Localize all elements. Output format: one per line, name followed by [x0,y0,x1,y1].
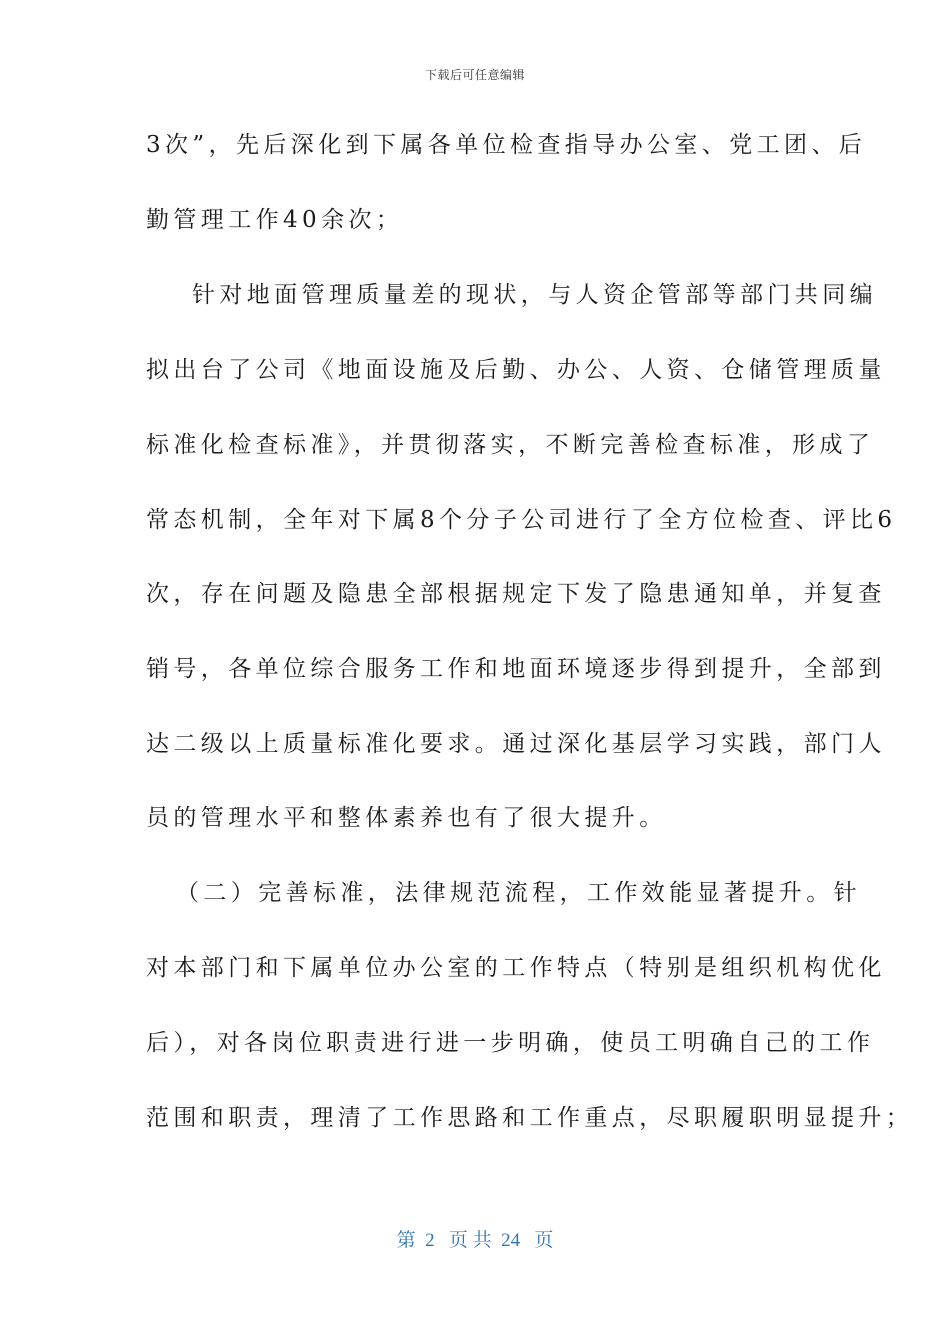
body-line: 拟出台了公司《地面设施及后勤、办公、人资、仓储管理质量 [146,357,886,383]
body-line: 勤管理工作40余次； [146,207,404,233]
body-line: 3次”，先后深化到下属各单位检查指导办公室、党工团、后 [146,132,867,158]
body-line: 常态机制，全年对下属8个分子公司进行了全方位检查、评比6 [146,507,897,533]
body-line: 员的管理水平和整体素养也有了很大提升。 [146,805,667,831]
body-line: 销号，各单位综合服务工作和地面环境逐步得到提升，全部到 [146,656,886,682]
body-line: 达二级以上质量标准化要求。通过深化基层学习实践，部门人 [146,731,886,757]
page-header-note: 下载后可任意编辑 [424,68,525,82]
body-line: 后），对各岗位职责进行进一步明确，使员工明确自己的工作 [146,1030,875,1056]
paragraph-first-line: （二）完善标准，法律规范流程，工作效能显著提升。针 [176,880,861,906]
body-line: 对本部门和下属单位办公室的工作特点（特别是组织机构优化 [146,955,886,981]
body-line: 范围和职责，理清了工作思路和工作重点，尽职履职明显提升； [146,1105,914,1131]
paragraph-first-line: 针对地面管理质量差的现状，与人资企管部等部门共同编 [192,282,877,308]
body-line: 标准化检查标准》，并贯彻落实，不断完善检查标准，形成了 [146,432,875,458]
page-number-footer: 第 2 页 共 24 页 [396,1230,554,1251]
body-line: 次，存在问题及隐患全部根据规定下发了隐患通知单，并复查 [146,581,886,607]
